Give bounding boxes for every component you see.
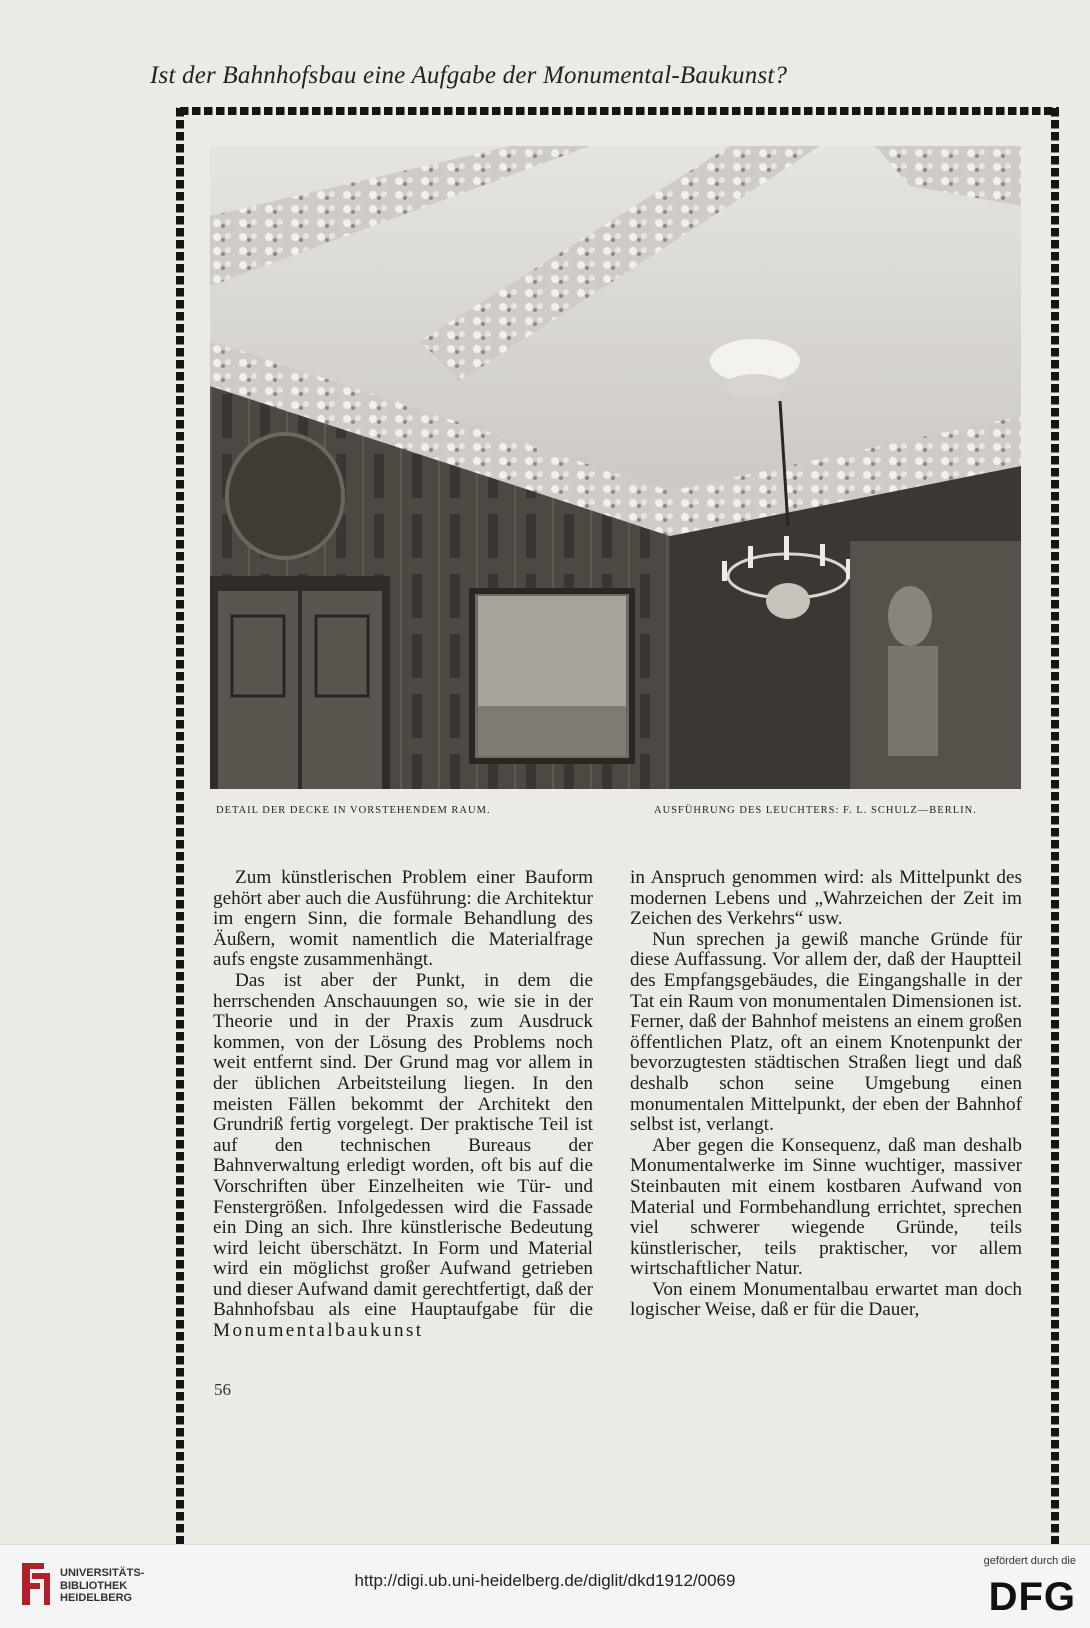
running-title: Ist der Bahnhofsbau eine Aufgabe der Monumental-Baukunst? [150,62,788,89]
text-column-right [630,868,1022,1321]
figure-caption-right: AUSFÜHRUNG DES LEUCHTERS: F. L. SCHULZ—BERLIN. [654,805,977,816]
figure-caption-left: DETAIL DER DECKE IN VORSTEHENDEM RAUM. [216,805,491,816]
paragraph-text: Das ist aber der Punkt, in dem die herrschenden Anschauungen so, wie sie in der Theorie und in der Praxis zum Ausdruck kommen, von der Lösung des Problems noch weit entfernt sind. Der Grund mag vor allem in der üblichen Arbeitsteilung liegen. In den meisten Fällen bekommt der Architekt den Grundriß fertig vorgelegt. Der praktische Teil ist auf den technischen Bureaus der Bahnverwaltung erledigt worden, oft bis auf die Vorschriften über Einzelheiten wie Tür- und Fenstergrößen. Infolgedessen wird die Fassade ein Ding an sich. Ihre künstlerische Bedeutung wird leicht überschätzt. In Form und Material wird ein möglichst großer Aufwand getrieben und dieser Aufwand damit gerechtfertigt, daß der Bahnhofsbau als eine Hauptaufgabe für die [213,969,593,1321]
page-number: 56 [214,1380,231,1399]
spaced-word: Monumentalbaukunst [213,1320,424,1342]
digitization-footer [0,1544,1090,1628]
library-line: UNIVERSITÄTS- [60,1567,145,1579]
paragraph: in Anspruch genommen wird: als Mittelpunkt des modernen Lebens und „Wahrzeichen der Zeit im Zeichen des Verkehrs“ usw. [630,867,1022,930]
text-column-left [213,868,593,1342]
paragraph [213,971,593,1342]
permalink-url[interactable]: http://digi.ub.uni-heidelberg.de/diglit/dkd1912/0069 [354,1571,736,1590]
funding-label: gefördert durch die [983,1555,1076,1567]
library-line: BIBLIOTHEK [60,1579,128,1592]
interior-photograph [210,146,1021,789]
paragraph: Zum künstlerischen Problem einer Bauform gehört aber auch die Ausführung: die Architektur im engern Sinn, die formale Behandlung des Äußern, womit namentlich die Materialfrage aufs engste zusammenhängt. [213,867,593,971]
library-line: HEIDELBERG [60,1592,133,1604]
paragraph: Nun sprechen ja gewiß manche Gründe für diese Auffassung. Vor allem der, daß der Hauptteil des Empfangsgebäudes, die Eingangshalle in der Tat ein Raum von monumentalen Dimensionen ist. Ferner, daß der Bahnhof meistens an einem großen öffentlichen Platz, oft an einem Knotenpunkt der bevorzugtesten städtischen Straßen liegt und daß deshalb schon seine Umgebung einen monumentalen Mittelpunkt, der eben der Bahnhof selbst ist, verlangt. [630,928,1022,1136]
paragraph: Von einem Monumentalbau erwartet man doch logischer Weise, daß er für die Dauer, [630,1278,1022,1321]
dfg-logo: DFG [988,1575,1076,1619]
paragraph: Aber gegen die Konsequenz, daß man deshalb Monumentalwerke im Sinne wuchtiger, massiver Steinbauten mit einem kostbaren Aufwand von Material und Formbehandlung errichtet, sprechen viel schwerer wiegende Gründe, teils künstlerischer, teils praktischer, vor allem wirtschaftlicher Natur. [630,1134,1022,1280]
